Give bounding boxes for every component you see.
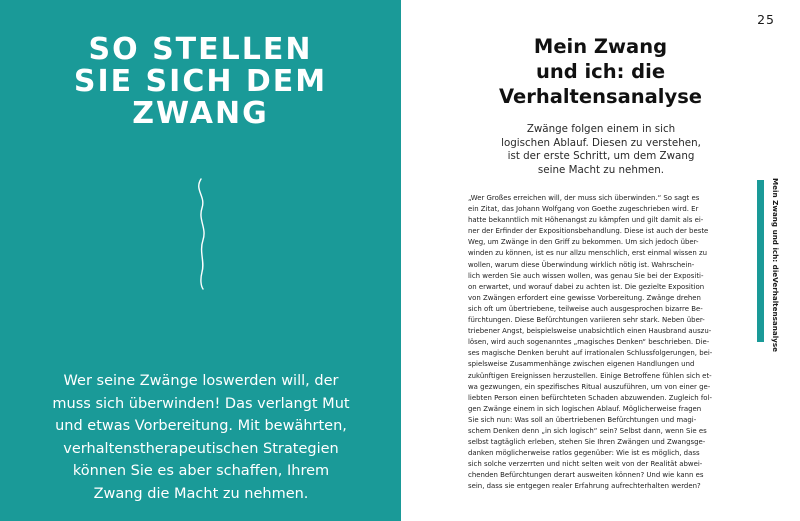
chapter-intro-line: verhaltenstherapeutischen Strategien [63, 440, 339, 457]
section-lead-text [481, 123, 721, 177]
chapter-intro-line: Wer seine Zwänge loswerden will, der [63, 373, 339, 389]
chapter-intro-line: muss sich überwinden! Das verlangt Mut [52, 395, 350, 412]
body-text-line: triebener Angst, beispielsweise unabsichtlich einen Hausbrand auszu- [468, 327, 712, 336]
chapter-intro-line: können Sie es aber schaffen, Ihrem [72, 463, 330, 479]
page-number: 25 [757, 12, 775, 27]
body-text-line: spielsweise Zusammenhänge zwischen eigenen Handlungen und [468, 360, 695, 369]
body-text-line: schem Denken denn „in sich logisch“ sein? Selbst dann, wenn Sie es [468, 426, 707, 435]
body-text-line: sich oft um übertriebene, teilweise auch ausgesprochen bizarre Be- [468, 304, 703, 313]
chapter-heading-line: SIE SICH DEM [73, 64, 328, 99]
body-text-line: von Zwängen erfordert eine gewisse Vorbereitung. Zwänge drehen [468, 293, 701, 302]
body-text-line: gen Zwänge einem in sich logischen Ablauf. Möglicherweise fragen [468, 404, 702, 413]
section-title-line: und ich: die [535, 60, 666, 83]
chapter-intro-text [40, 370, 362, 505]
body-text-line: „Wer Großes erreichen will, der muss sich überwinden.“ So sagt es [468, 194, 700, 202]
body-text-line: hatte bekanntlich mit Höhenangst zu kämpfen und gilt damit als ei- [468, 216, 704, 225]
body-text-line: selbst tagtäglich erleben, stehen Sie Ihren Zwängen und Zwangsge- [468, 438, 706, 447]
body-text-line: chenden Befürchtungen derart ausweiten können? Und wie kann es [468, 471, 704, 480]
body-text-line: Weg, um Zwänge in den Griff zu bekommen. Um sich jedoch über- [468, 238, 699, 247]
body-text-line: ses magische Denken beruht auf irrationalen Schlussfolgerungen, bei- [468, 349, 713, 358]
body-text-line: fürchtungen. Diese Befürchtungen variieren sehr stark. Neben über- [468, 316, 705, 325]
section-title-line: Mein Zwang [533, 35, 668, 58]
body-text-line: ner der Erfinder der Expositionsbehandlung. Diese ist auch der beste [468, 227, 709, 236]
chapter-heading-line: ZWANG [132, 96, 269, 131]
chapter-intro-line: Zwang die Macht zu nehmen. [93, 485, 309, 502]
section-lead-line: ist der erste Schritt, um dem Zwang [507, 150, 695, 163]
chapter-heading [0, 34, 401, 130]
body-text-line: lich werden Sie auch wissen wollen, was genau Sie bei der Expositi- [468, 271, 704, 280]
body-text-line: liebten Person einen befürchteten Schaden abzuwenden. Zugleich fol- [468, 393, 712, 402]
body-text-line: wollen, warum diese Überwindung wirklich nötig ist. Wahrschein- [468, 260, 695, 269]
section-title-line: Verhaltensanalyse [498, 85, 703, 108]
body-text-line: ein Zitat, das Johann Wolfgang von Goethe zugeschrieben wird. Er [468, 205, 699, 214]
section-lead-line: logischen Ablauf. Diesen zu verstehen, [501, 136, 701, 149]
chapter-side-tab-label: Mein Zwang und ich: dieVerhaltensanalyse [771, 178, 780, 353]
body-text-line: wa gezwungen, ein spezifisches Ritual auszuführen, um von einer ge- [468, 382, 711, 391]
body-text-line: sein, dass sie entgegen realer Erfahrung aufrechterhalten werden? [468, 482, 701, 491]
chapter-side-tab-marker [757, 180, 764, 342]
body-text-line: lösen, wird auch sogenanntes „magisches Denken“ beschrieben. Die- [468, 338, 710, 347]
body-text-line: sich solche verzerrten und nicht selten weit von der Realität abwei- [468, 460, 703, 469]
body-text-line: Sie sich nun: Was soll an übertriebenen Befürchtungen und magi- [468, 415, 697, 424]
chapter-intro-line: und etwas Vorbereitung. Mit bewährten, [55, 418, 347, 434]
squiggle-line-decoration [190, 178, 214, 290]
section-title [401, 34, 800, 109]
body-text-line: on erwartet, und worauf dabei zu achten ist. Die gezielte Exposition [468, 282, 705, 291]
chapter-heading-line: SO STELLEN [88, 32, 313, 67]
body-text-line: winden zu können, ist es nur allzu menschlich, erst einmal wissen zu [468, 249, 708, 258]
section-lead-line: Zwänge folgen einem in sich [526, 123, 676, 135]
body-text-line: zukünftigen Ereignissen herzustellen. Einige Betroffene fühlen sich et- [468, 371, 712, 380]
section-lead-line: seine Macht zu nehmen. [537, 163, 665, 176]
body-text-line: danken möglicherweise ratlos gegenüber: Wie ist es möglich, dass [468, 449, 700, 458]
right-page [401, 0, 800, 521]
body-text [468, 193, 740, 493]
